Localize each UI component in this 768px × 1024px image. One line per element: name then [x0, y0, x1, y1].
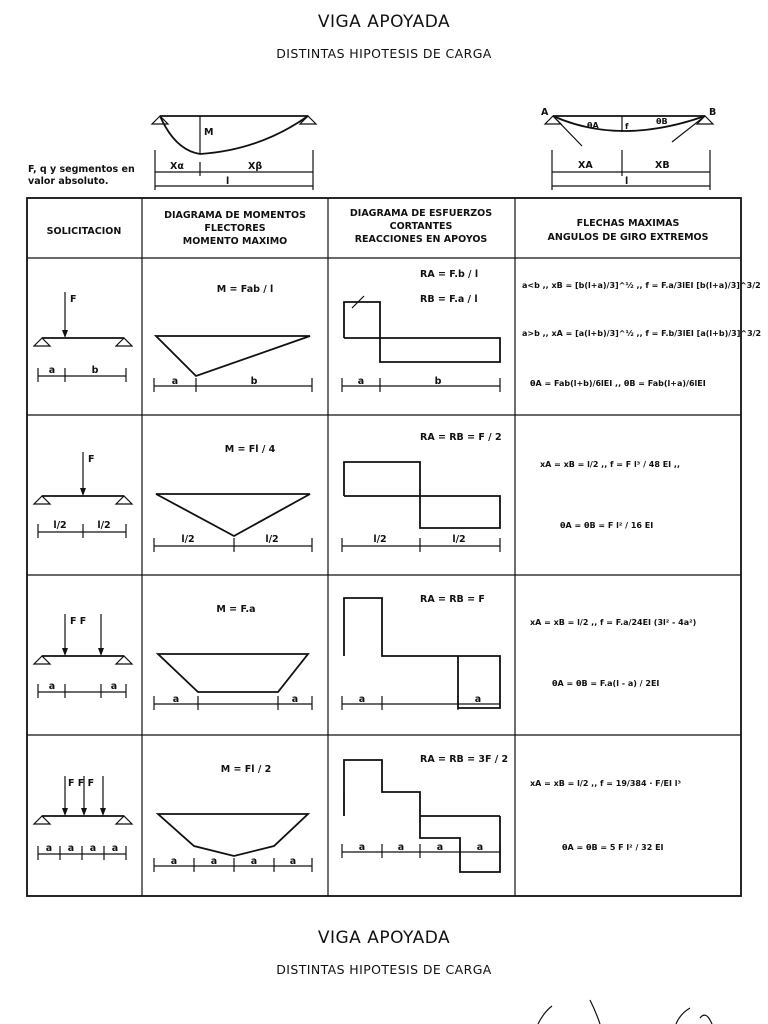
tl-label-xb: Xβ	[248, 161, 263, 172]
r3-s-seg-a1: a	[358, 694, 366, 705]
r4-s-seg-1: a	[358, 842, 366, 853]
tr-label-A: A	[541, 107, 549, 118]
r2-load-label: F	[88, 454, 95, 465]
r3-arrowhead-1	[62, 648, 68, 656]
tr-tangent-right	[672, 116, 705, 142]
header-shear-line3: REACCIONES EN APOYOS	[354, 234, 488, 245]
tr-label-B: B	[709, 107, 717, 118]
r2-load-arrowhead	[80, 488, 86, 496]
r4-moment-formula: M = Fl / 2	[220, 764, 272, 775]
r3-seg-a1: a	[48, 681, 56, 692]
header-defl-line2: ANGULOS DE GIRO EXTREMOS	[547, 232, 709, 243]
bottom-curve-right	[676, 1008, 690, 1024]
r1-support-right	[116, 338, 132, 346]
r4-seg-2: a	[67, 843, 75, 854]
r1-defl-1: a<b ,, xB = [b(l+a)/3]^½ ,, f = F.a/3lEI [b(l+a)/3]^3/2	[522, 281, 761, 290]
r3-seg-a2: a	[110, 681, 118, 692]
footer-title: VIGA APOYADA	[317, 928, 451, 948]
r4-support-left	[34, 816, 50, 824]
r1-defl-3: θA = Fab(l+b)/6lEI ,, θB = Fab(l+a)/6lEI	[530, 379, 706, 388]
r4-arrowhead-3	[100, 808, 106, 816]
row-3	[34, 594, 696, 710]
bottom-curve-mid	[590, 1000, 600, 1024]
r1-defl-2: a>b ,, xA = [a(l+b)/3]^½ ,, f = F.b/3lEI [a(l+b)/3]^3/2	[522, 329, 762, 338]
r4-seg-4: a	[111, 843, 119, 854]
r4-m-seg-2: a	[210, 856, 218, 867]
header-shear-line1: DIAGRAMA DE ESFUERZOS	[349, 208, 493, 219]
header-defl-line1: FLECHAS MAXIMAS	[576, 218, 680, 229]
r3-defl-2: θA = θB = F.a(l - a) / 2EI	[552, 679, 660, 688]
r4-m-seg-4: a	[289, 856, 297, 867]
r2-moment-formula: M = Fl / 4	[224, 444, 276, 455]
r3-defl-1: xA = xB = l/2 ,, f = F.a/24EI (3l² - 4a²)	[530, 618, 697, 627]
r4-m-seg-3: a	[250, 856, 258, 867]
r2-support-right	[116, 496, 132, 504]
r3-support-left	[34, 656, 50, 664]
r1-m-seg-b: b	[250, 376, 258, 387]
bottom-curve-far-right	[700, 1015, 712, 1024]
r2-s-seg-2: l/2	[452, 534, 466, 545]
r3-reactions: RA = RB = F	[420, 594, 485, 605]
r4-support-right	[116, 816, 132, 824]
r3-s-seg-a2: a	[474, 694, 482, 705]
r4-m-seg-1: a	[170, 856, 178, 867]
row-4	[34, 754, 682, 872]
r3-m-seg-a1: a	[172, 694, 180, 705]
r4-seg-3: a	[89, 843, 97, 854]
row-2	[34, 432, 680, 552]
r2-reactions: RA = RB = F / 2	[420, 432, 502, 443]
r4-load-label: F F F	[68, 778, 95, 789]
top-right-schematic	[541, 107, 716, 190]
r3-support-right	[116, 656, 132, 664]
r1-load-label: F	[70, 294, 77, 305]
row-1	[34, 269, 761, 392]
note-line-1: F, q y segmentos en	[28, 164, 135, 175]
r1-seg-a: a	[48, 365, 56, 376]
r2-defl-1: xA = xB = l/2 ,, f = F l³ / 48 EI ,,	[540, 460, 680, 469]
header-moment-line3: MOMENTO MAXIMO	[182, 236, 288, 247]
r4-moment-diagram	[158, 814, 308, 856]
r2-moment-diagram	[156, 494, 310, 536]
r1-load-arrowhead	[62, 330, 68, 338]
bottom-curve-left	[538, 1006, 552, 1024]
r2-support-left	[34, 496, 50, 504]
r4-arrowhead-2	[81, 808, 87, 816]
table-header	[47, 208, 709, 247]
r1-moment-diagram	[156, 336, 310, 376]
page-subtitle: DISTINTAS HIPOTESIS DE CARGA	[276, 46, 492, 61]
r4-seg-1: a	[45, 843, 53, 854]
r3-arrowhead-2	[98, 648, 104, 656]
tl-label-xa: Xα	[170, 161, 184, 172]
r2-m-seg-1: l/2	[181, 534, 195, 545]
r4-s-seg-3: a	[436, 842, 444, 853]
r1-seg-b: b	[91, 365, 99, 376]
r3-moment-formula: M = F.a	[216, 604, 256, 615]
r1-reaction-b: RB = F.a / l	[420, 294, 478, 305]
r2-defl-2: θA = θB = F l² / 16 EI	[560, 521, 654, 530]
tr-label-f: f	[625, 122, 629, 131]
r3-load-label: F F	[70, 616, 87, 627]
r4-defl-1: xA = xB = l/2 ,, f = 19/384 · F/EI l³	[530, 779, 682, 788]
r2-seg-2: l/2	[97, 520, 111, 531]
r3-m-seg-a2: a	[291, 694, 299, 705]
tl-label-M: M	[204, 127, 214, 138]
tr-label-thetaB: θB	[656, 117, 668, 126]
r1-moment-formula: M = Fab / l	[216, 284, 274, 295]
page-title: VIGA APOYADA	[317, 12, 451, 32]
tr-deflection-curve	[553, 116, 705, 131]
r4-s-seg-4: a	[476, 842, 484, 853]
r1-support-left	[34, 338, 50, 346]
r4-shear-diagram	[344, 760, 500, 872]
r1-s-seg-a: a	[357, 376, 365, 387]
header-moment-line1: DIAGRAMA DE MOMENTOS	[164, 210, 306, 221]
r1-s-seg-b: b	[434, 376, 442, 387]
r4-defl-2: θA = θB = 5 F l² / 32 EI	[562, 843, 664, 852]
footer-subtitle: DISTINTAS HIPOTESIS DE CARGA	[276, 962, 492, 977]
r2-seg-1: l/2	[53, 520, 67, 531]
tl-label-l: l	[226, 176, 230, 187]
r1-reaction-a: RA = F.b / l	[420, 269, 479, 280]
header-solicitacion: SOLICITACION	[46, 226, 122, 237]
r1-shear-diagram	[344, 302, 500, 362]
tl-moment-curve	[160, 116, 308, 154]
header-moment-line2: FLECTORES	[204, 223, 266, 234]
r2-s-seg-1: l/2	[373, 534, 387, 545]
note-line-2: valor absoluto.	[28, 176, 109, 187]
r3-shear-diagram	[344, 598, 500, 708]
bottom-partial-diagram	[538, 1000, 712, 1024]
tr-label-l: l	[625, 176, 629, 187]
tr-tangent-left	[553, 116, 582, 146]
tr-label-xb: XB	[655, 160, 670, 171]
r3-moment-diagram	[158, 654, 308, 692]
r4-reactions: RA = RB = 3F / 2	[420, 754, 509, 765]
r4-s-seg-2: a	[397, 842, 405, 853]
r2-shear-diagram	[344, 462, 500, 528]
tr-label-xa: XA	[578, 160, 593, 171]
r1-m-seg-a: a	[171, 376, 179, 387]
tr-label-thetaA: θA	[587, 121, 599, 130]
r4-arrowhead-1	[62, 808, 68, 816]
top-left-schematic	[152, 116, 316, 190]
r2-m-seg-2: l/2	[265, 534, 279, 545]
header-shear-line2: CORTANTES	[389, 221, 453, 232]
